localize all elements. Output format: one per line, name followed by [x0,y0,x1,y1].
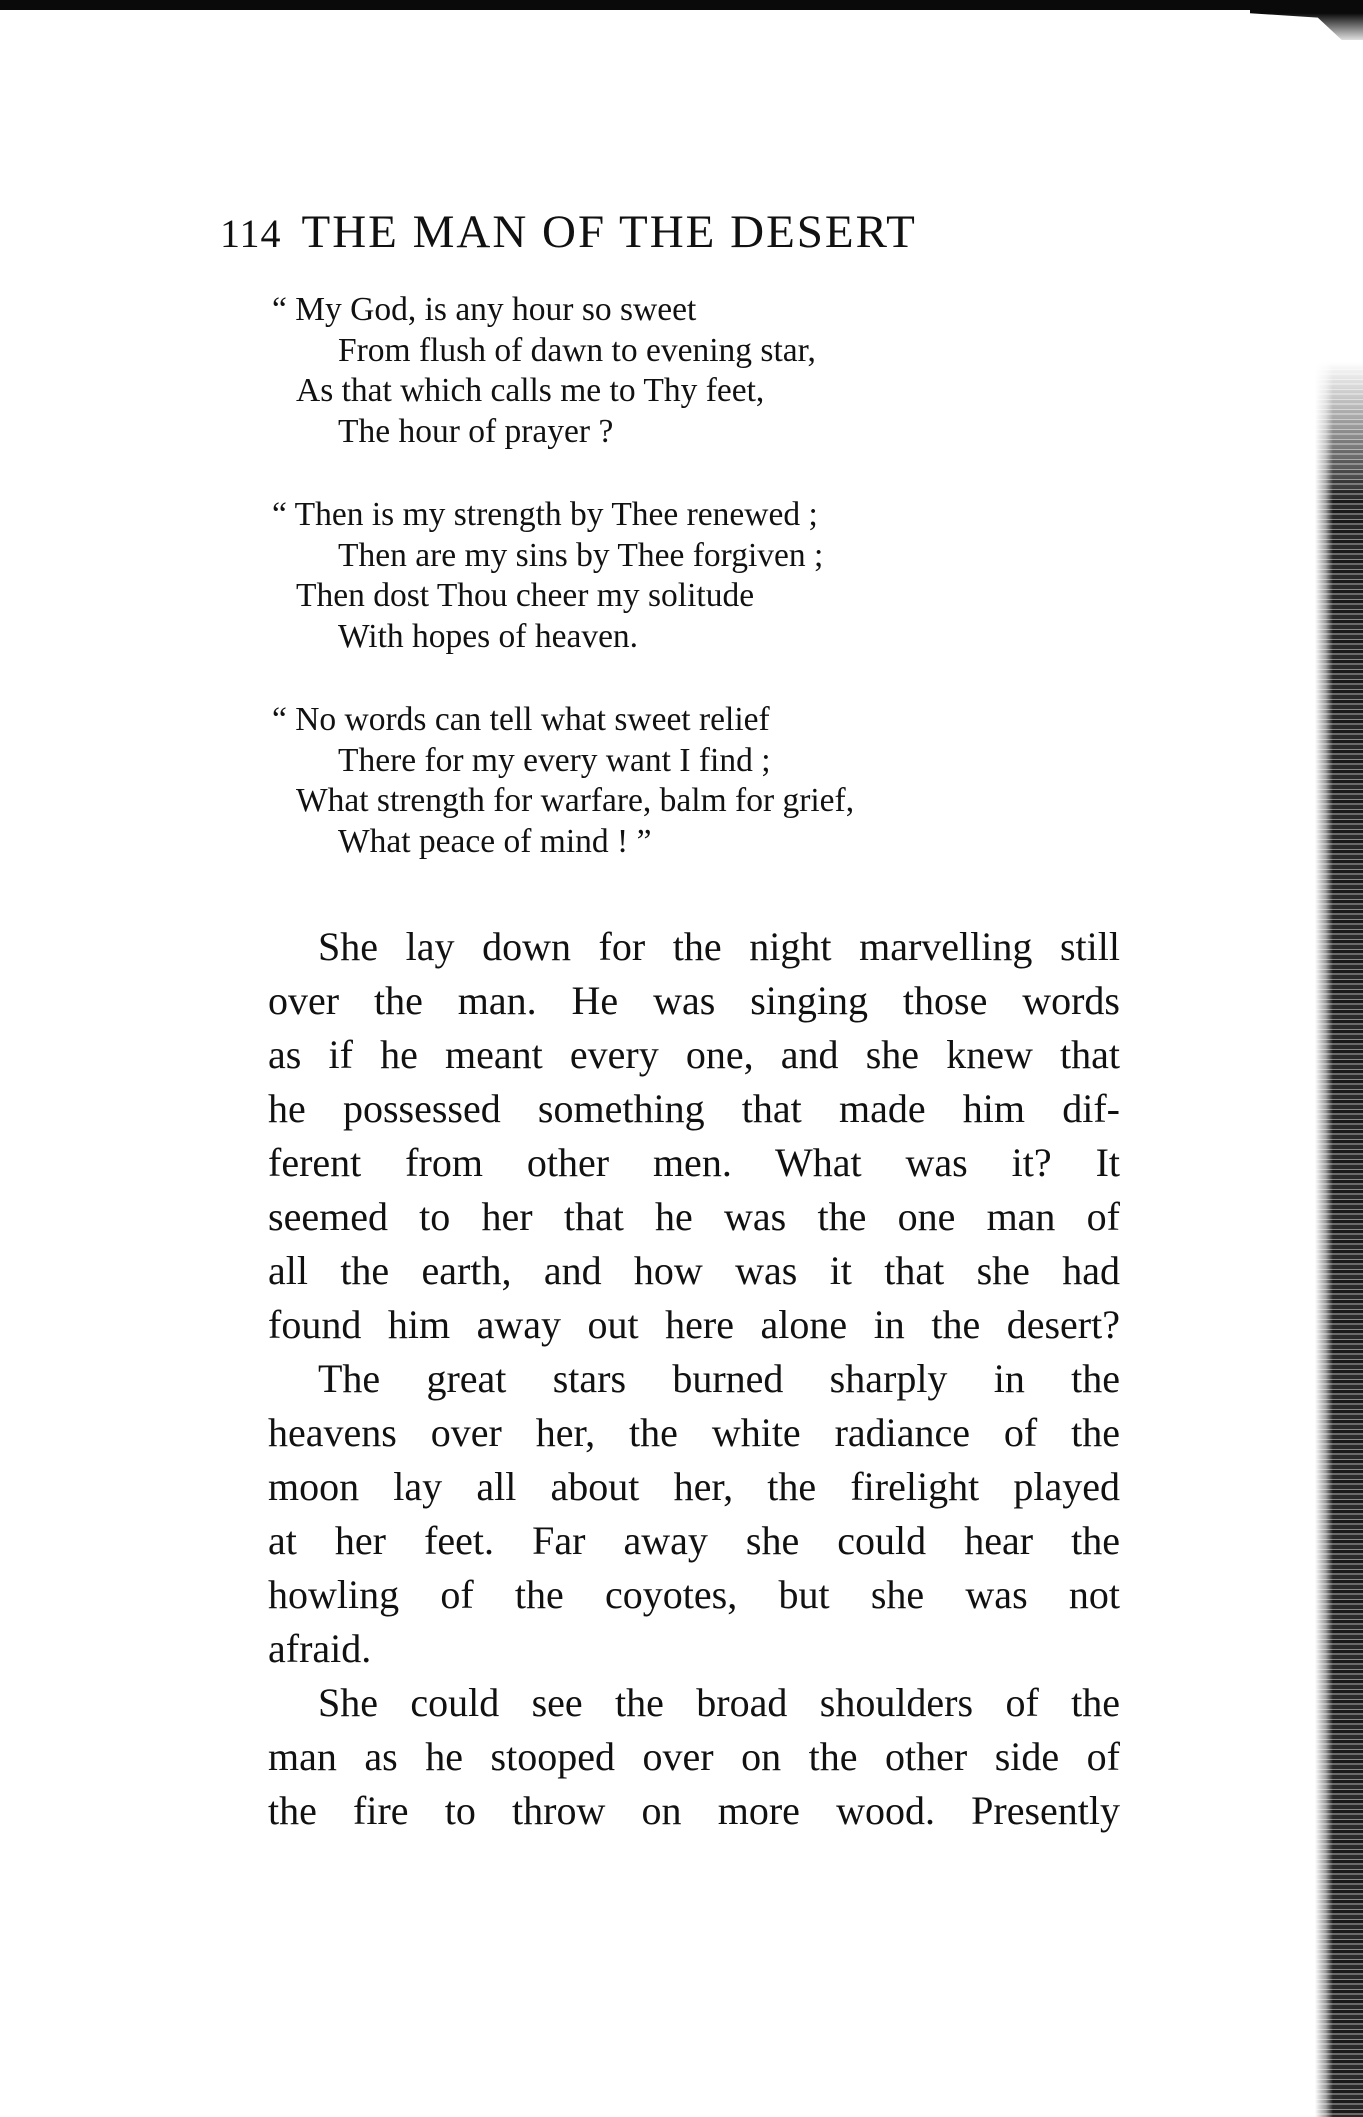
verse-line: As that which calls me to Thy feet, [296,372,765,409]
text-line: She lay down for the night marvelling still [318,924,1120,969]
text-line: he possessed something that made him dif- [268,1086,1120,1131]
running-title: THE MAN OF THE DESERT [301,206,917,258]
text-line: at her feet. Far away she could hear the [268,1518,1120,1563]
poem-stanza [272,700,1056,862]
text-line: found him away out here alone in the desert? [268,1302,1120,1347]
verse-line: Then dost Thou cheer my solitude [296,577,755,614]
text-line: afraid. [268,1626,372,1671]
verse-line: “ My God, is any hour so sweet [272,291,697,328]
verse-line: “ No words can tell what sweet relief [272,701,770,738]
verse-line: There for my every want I find ; [338,741,771,779]
text-line: man as he stooped over on the other side of [268,1734,1120,1779]
text-line: seemed to her that he was the one man of [268,1194,1120,1239]
poem-stanza [272,290,1056,452]
verse-line: From flush of dawn to evening star, [338,331,816,369]
verse-line: What peace of mind ! ” [338,822,652,860]
page-number: 114 [220,211,282,256]
verse-line: With hopes of heaven. [338,617,639,655]
verse-line: “ Then is my strength by Thee renewed ; [272,496,818,533]
text-line: The great stars burned sharply in the [318,1356,1120,1401]
text-line: heavens over her, the white radiance of the [268,1410,1120,1455]
poem-stanza [272,495,1056,657]
book-spine-edge [1315,40,1363,2117]
poem [272,290,1056,905]
paragraph [218,1352,1120,1676]
text-line: ferent from other men. What was it? It [268,1140,1120,1185]
prose-body [218,920,1120,1838]
text-line: She could see the broad shoulders of the [318,1680,1120,1725]
text-line: all the earth, and how was it that she had [268,1248,1120,1293]
verse-line: Then are my sins by Thee forgiven ; [338,536,824,574]
text-line: as if he meant every one, and she knew that [268,1032,1120,1077]
page-top-border [0,0,1345,10]
text-line: over the man. He was singing those words [268,978,1120,1023]
verse-line: What strength for warfare, balm for grief, [296,782,855,819]
running-head [220,205,1040,265]
text-line: moon lay all about her, the firelight played [268,1464,1120,1509]
paragraph [218,1676,1120,1838]
paragraph [218,920,1120,1352]
text-line: the fire to throw on more wood. Presently [268,1788,1120,1833]
verse-line: The hour of prayer ? [338,412,614,450]
page-corner-shadow [1250,0,1363,44]
text-line: howling of the coyotes, but she was not [268,1572,1120,1617]
